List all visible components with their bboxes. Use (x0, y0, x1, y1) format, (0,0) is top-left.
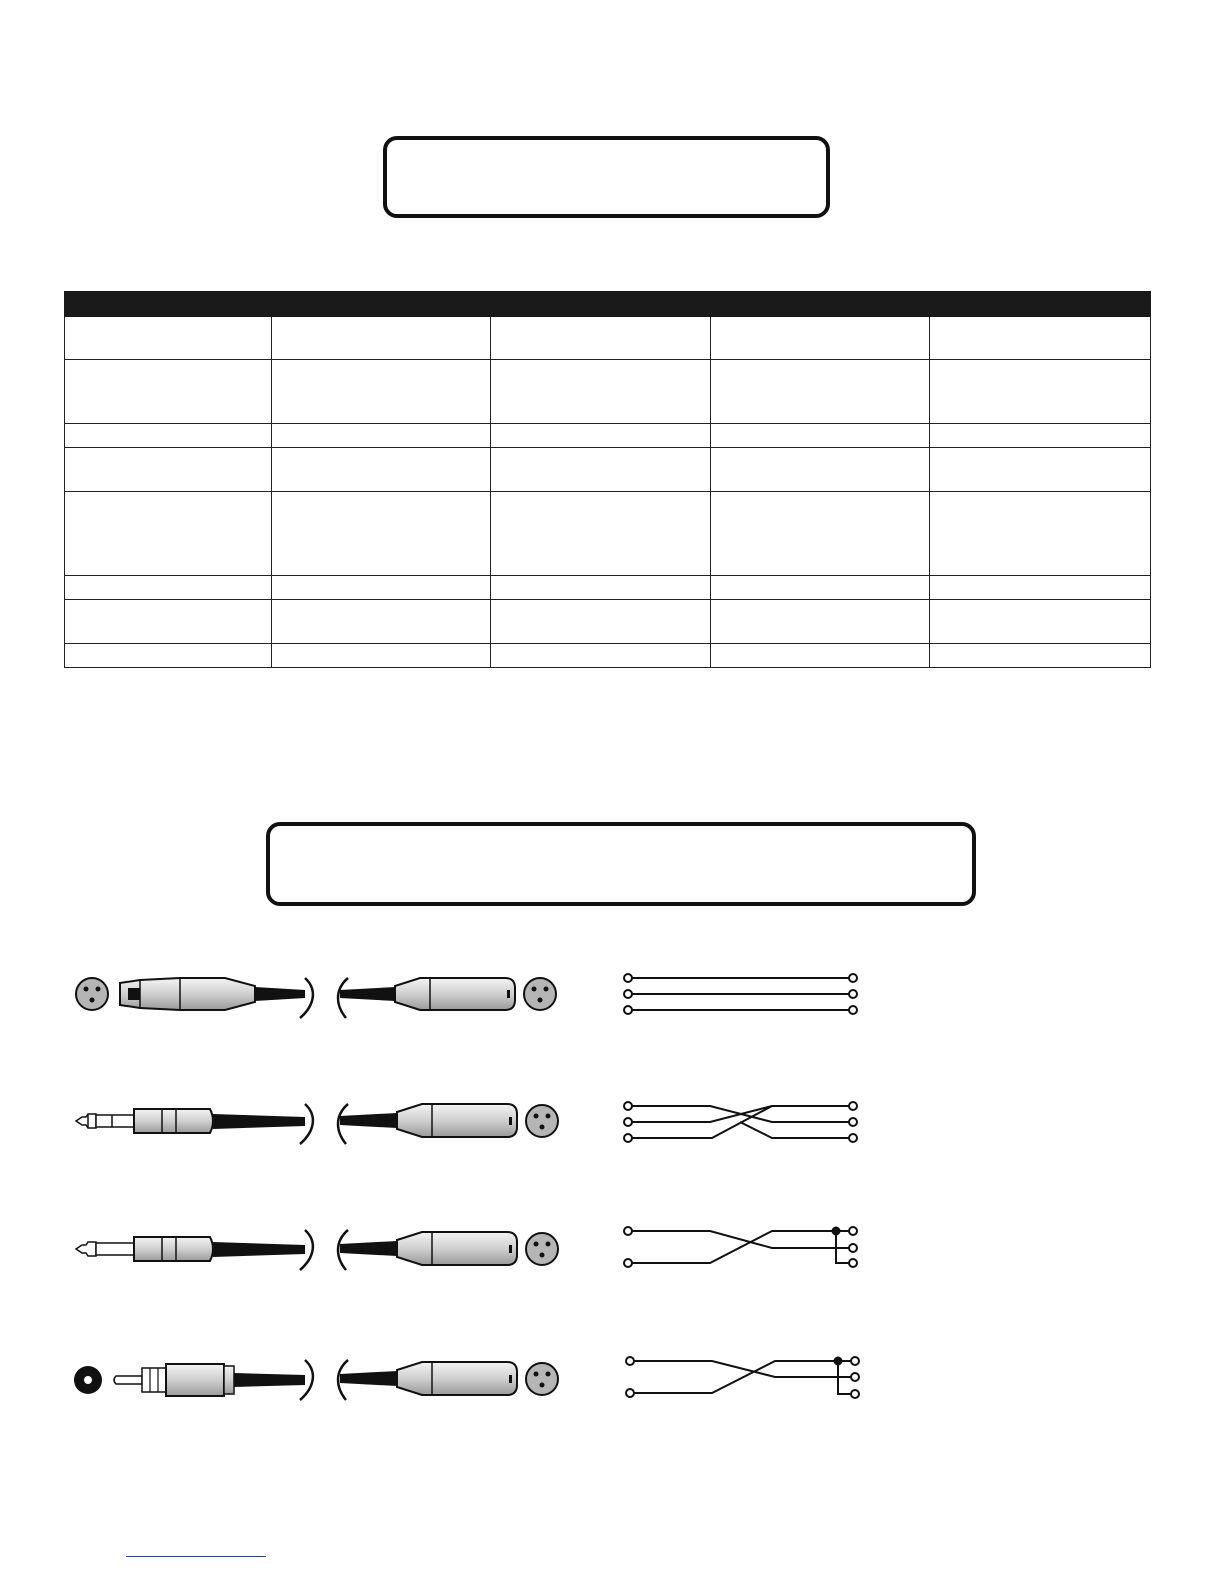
xlr-male-face-icon (526, 1105, 558, 1137)
cable-segment (340, 987, 395, 1001)
rca-plug-icon (114, 1364, 234, 1396)
xlr-male-face-icon (526, 1363, 558, 1395)
xlr-male-connector-icon (395, 978, 515, 1010)
cable-segment (340, 1113, 397, 1128)
unbalanced-two-wire-diagram (624, 1227, 857, 1267)
cable-xlr-to-xlr (76, 978, 556, 1018)
crossed-three-wire-diagram (624, 1102, 857, 1142)
xlr-male-connector-icon (397, 1362, 517, 1395)
cable-segment (213, 1242, 305, 1257)
cable-segment (213, 1114, 305, 1129)
xlr-male-face-icon (526, 1233, 558, 1265)
trs-quarter-inch-plug-icon (76, 1109, 213, 1133)
ts-quarter-inch-plug-icon (76, 1237, 213, 1261)
cable-segment (340, 1371, 397, 1386)
cable-trs-to-xlr (76, 1104, 558, 1144)
xlr-male-connector-icon (397, 1232, 517, 1265)
cable-ts-to-xlr (76, 1230, 558, 1270)
xlr-male-connector-icon (397, 1104, 517, 1137)
rca-face-icon (74, 1366, 102, 1394)
cable-segment (255, 987, 305, 1001)
unbalanced-two-wire-diagram (626, 1357, 859, 1398)
xlr-female-face-icon (76, 978, 108, 1010)
cable-rca-to-xlr (74, 1360, 558, 1400)
xlr-male-face-icon (524, 978, 556, 1010)
cable-segment (340, 1241, 397, 1256)
straight-three-wire-diagram (624, 974, 857, 1014)
cable-segment (234, 1373, 305, 1387)
footer-link-underline[interactable] (126, 1556, 266, 1557)
xlr-female-connector-icon (120, 978, 255, 1010)
